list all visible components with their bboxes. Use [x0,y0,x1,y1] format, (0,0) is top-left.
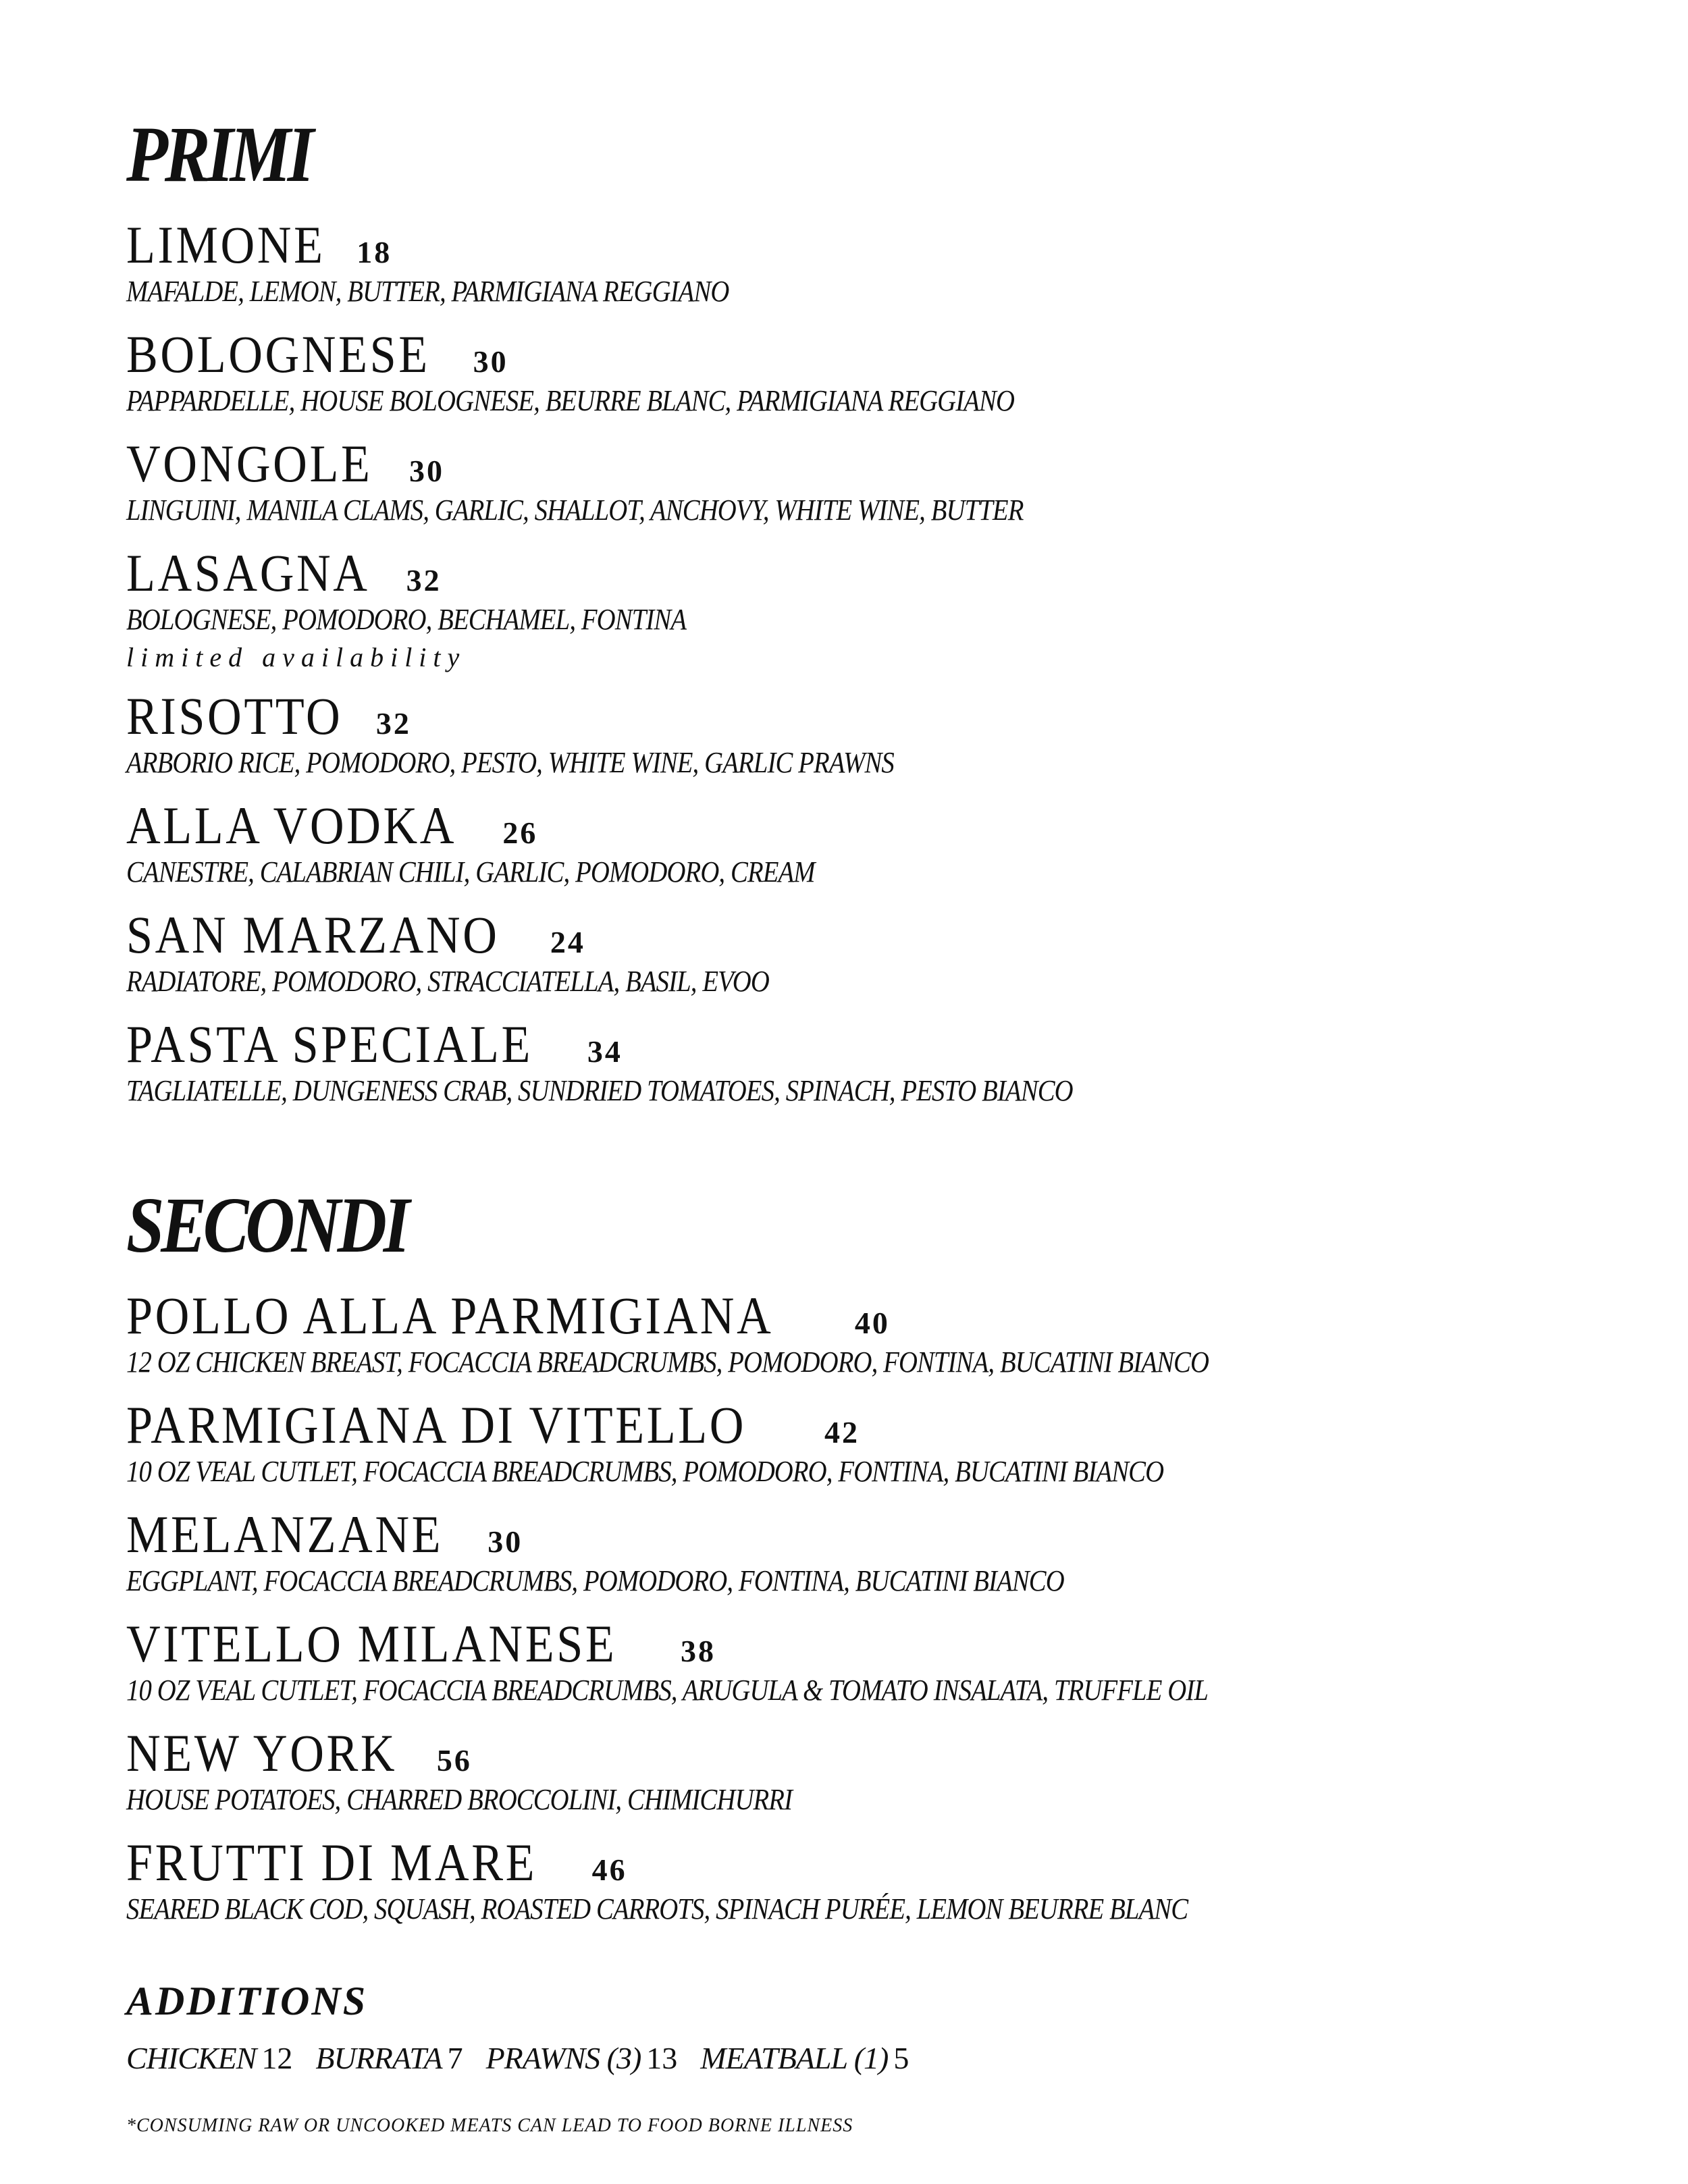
item-name: FRUTTI DI MARE [126,1833,537,1892]
item-price: 30 [473,344,508,379]
addition-name: MEATBALL (1) [700,2041,889,2075]
additions-section [126,1981,1612,2137]
item-description: PAPPARDELLE, HOUSE BOLOGNESE, BEURRE BLANC, PARMIGIANA REGGIANO [126,384,1015,417]
item-name: VONGOLE [126,434,373,493]
menu-item [126,215,1612,311]
addition-item [486,2040,678,2076]
item-description: 12 OZ CHICKEN BREAST, FOCACCIA BREADCRUMBS, POMODORO, FONTINA, BUCATINI BIANCO [126,1346,1209,1379]
item-price: 30 [408,454,444,488]
menu-item [126,1505,1612,1600]
secondi-items [126,1286,1612,1928]
item-description: BOLOGNESE, POMODORO, BECHAMEL, FONTINA [126,603,687,636]
item-name: MELANZANE [126,1505,444,1564]
item-price: 42 [824,1415,860,1449]
item-description: LINGUINI, MANILA CLAMS, GARLIC, SHALLOT, ANCHOVY, WHITE WINE, BUTTER [126,494,1024,527]
menu-page [126,110,1612,2137]
menu-item [126,434,1612,529]
menu-item [126,1833,1612,1928]
item-name: BOLOGNESE [126,325,430,383]
menu-item [126,796,1612,891]
menu-item [126,1015,1612,1110]
item-description: MAFALDE, LEMON, BUTTER, PARMIGIANA REGGIANO [126,275,729,308]
item-price: 26 [502,816,538,850]
item-description: CANESTRE, CALABRIAN CHILI, GARLIC, POMODORO, CREAM [126,855,815,888]
menu-item [126,1614,1612,1709]
item-description: EGGPLANT, FOCACCIA BREADCRUMBS, POMODORO, FONTINA, BUCATINI BIANCO [126,1564,1064,1597]
primi-title: PRIMI [126,110,311,198]
item-name: PARMIGIANA DI VITELLO [126,1395,746,1454]
item-description: HOUSE POTATOES, CHARRED BROCCOLINI, CHIMICHURRI [126,1783,793,1816]
item-name: LIMONE [126,215,325,274]
item-description: SEARED BLACK COD, SQUASH, ROASTED CARROTS, SPINACH PURÉE, LEMON BEURRE BLANC [126,1892,1188,1925]
item-name: NEW YORK [126,1724,398,1782]
item-price: 56 [436,1743,472,1778]
item-price: 34 [587,1034,623,1069]
item-name: ALLA VODKA [126,796,457,855]
item-price: 30 [487,1524,523,1559]
primi-items [126,215,1612,1110]
item-description: RADIATORE, POMODORO, STRACCIATELLA, BASIL, EVOO [126,965,769,998]
additions-list [126,2040,1612,2076]
item-price: 38 [681,1634,716,1668]
item-price: 40 [854,1306,890,1340]
food-safety-disclaimer: *CONSUMING RAW OR UNCOOKED MEATS CAN LEAD TO FOOD BORNE ILLNESS [126,2115,853,2136]
item-price: 32 [406,563,442,597]
menu-item [126,905,1612,1001]
item-price: 24 [550,925,585,959]
item-description: TAGLIATELLE, DUNGENESS CRAB, SUNDRIED TOMATOES, SPINACH, PESTO BIANCO [126,1074,1073,1107]
addition-name: CHICKEN [126,2041,257,2075]
item-name: VITELLO MILANESE [126,1614,617,1673]
addition-item [700,2040,909,2076]
item-name: SAN MARZANO [126,905,500,964]
item-description: 10 OZ VEAL CUTLET, FOCACCIA BREADCRUMBS, ARUGULA & TOMATO INSALATA, TRUFFLE OIL [126,1674,1209,1707]
menu-item [126,325,1612,420]
menu-item [126,687,1612,782]
item-price: 18 [357,235,392,269]
secondi-title: SECONDI [126,1181,407,1269]
addition-price: 13 [646,2041,678,2075]
addition-item [315,2040,463,2076]
item-description: 10 OZ VEAL CUTLET, FOCACCIA BREADCRUMBS, POMODORO, FONTINA, BUCATINI BIANCO [126,1455,1164,1488]
item-name: POLLO ALLA PARMIGIANA [126,1286,774,1345]
item-name: PASTA SPECIALE [126,1015,533,1073]
item-name: LASAGNA [126,543,370,602]
menu-item [126,543,1612,672]
additions-title: ADDITIONS [126,1979,368,2023]
menu-item [126,1724,1612,1819]
addition-name: PRAWNS (3) [485,2041,641,2075]
item-price: 32 [375,706,411,741]
primi-section [126,110,1612,1110]
item-description: ARBORIO RICE, POMODORO, PESTO, WHITE WINE, GARLIC PRAWNS [126,746,894,779]
item-price: 46 [591,1853,627,1887]
addition-name: BURRATA [315,2041,442,2075]
item-availability-note: limited availability [126,642,467,672]
menu-item [126,1286,1612,1381]
addition-item [126,2040,292,2076]
addition-price: 7 [447,2041,463,2075]
addition-price: 12 [261,2041,293,2075]
secondi-section [126,1181,1612,1928]
addition-price: 5 [893,2041,909,2075]
menu-item [126,1395,1612,1491]
item-name: RISOTTO [126,687,343,745]
